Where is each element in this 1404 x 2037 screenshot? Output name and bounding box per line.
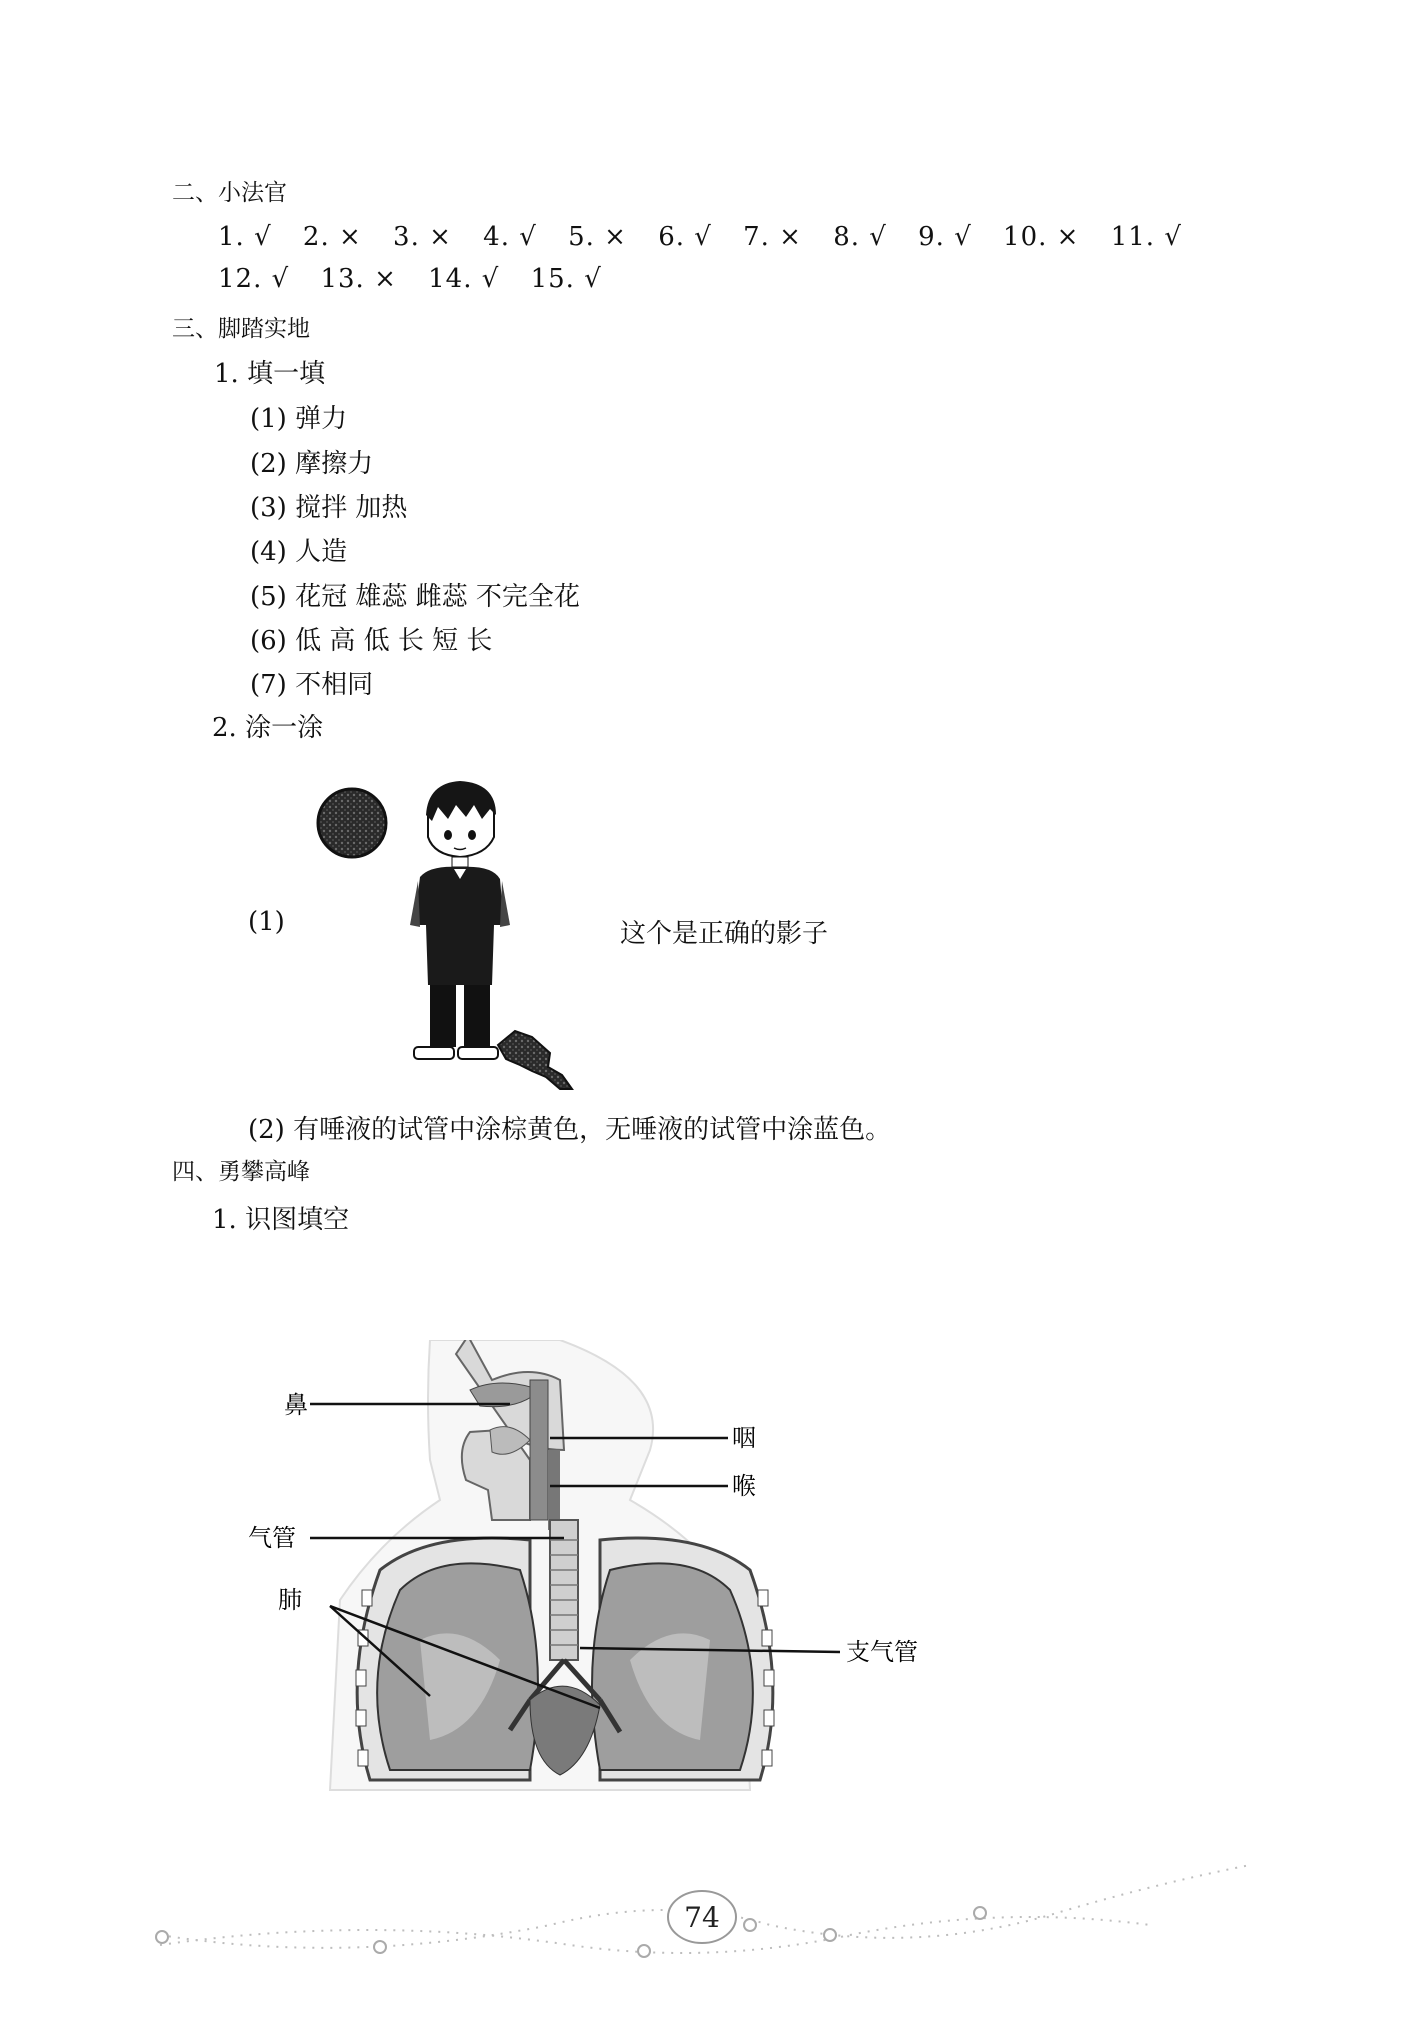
shadow-illustration <box>310 775 610 1090</box>
fill-item-3: (3) 搅拌 加热 <box>250 493 408 523</box>
section2-title: 二、小法官 <box>172 180 287 206</box>
answer-item: 1. √ <box>218 222 272 252</box>
label-larynx: 喉 <box>732 1472 756 1500</box>
label-nose: 鼻 <box>284 1391 308 1419</box>
boy-shadow <box>498 1031 572 1089</box>
fill-item-6: (6) 低 高 低 长 短 长 <box>250 626 493 656</box>
answer-item: 10. × <box>1003 222 1080 252</box>
answer-item: 3. × <box>393 222 452 252</box>
page-number: 74 <box>684 1901 720 1934</box>
answer-item: 7. × <box>743 222 802 252</box>
respiratory-diagram <box>230 1340 940 1800</box>
boy-figure <box>410 781 510 1059</box>
answer-item: 4. √ <box>483 222 537 252</box>
answer-item: 2. × <box>302 222 362 252</box>
part1-title-2: 1. 识图填空 <box>212 1205 350 1235</box>
part1-title: 1. 填一填 <box>214 359 326 389</box>
answer-item: 12. √ <box>218 264 290 294</box>
label-lung: 肺 <box>278 1586 302 1614</box>
label-pharynx: 咽 <box>732 1424 756 1452</box>
answer-item: 15. √ <box>530 264 602 294</box>
section3-title: 三、脚踏实地 <box>172 316 310 342</box>
light-ball <box>318 789 386 857</box>
fill-item-5: (5) 花冠 雄蕊 雌蕊 不完全花 <box>250 582 580 612</box>
item1-label: (1) <box>248 907 285 937</box>
section4-title: 四、勇攀高峰 <box>172 1159 310 1185</box>
fill-item-7: (7) 不相同 <box>250 670 374 700</box>
footer-decoration <box>150 1855 1270 1965</box>
fill-item-2: (2) 摩擦力 <box>250 449 374 479</box>
answer-item: 11. √ <box>1110 222 1182 252</box>
item2-text: (2) 有唾液的试管中涂棕黄色，无唾液的试管中涂蓝色。 <box>248 1115 892 1145</box>
answer-item: 6. √ <box>658 222 712 252</box>
label-bronchus: 支气管 <box>846 1638 918 1666</box>
answer-item: 13. × <box>320 264 397 294</box>
answer-item: 8. √ <box>833 222 887 252</box>
answer-item: 9. √ <box>918 222 972 252</box>
answer-item: 14. √ <box>428 264 500 294</box>
answers-row-2 <box>218 264 624 294</box>
answers-row-1 <box>218 222 1204 252</box>
item1-caption: 这个是正确的影子 <box>620 919 829 949</box>
fill-item-1: (1) 弹力 <box>250 404 348 434</box>
label-trachea: 气管 <box>248 1524 296 1552</box>
part2-title: 2. 涂一涂 <box>212 713 324 743</box>
fill-item-4: (4) 人造 <box>250 537 348 567</box>
answer-item: 5. × <box>568 222 627 252</box>
